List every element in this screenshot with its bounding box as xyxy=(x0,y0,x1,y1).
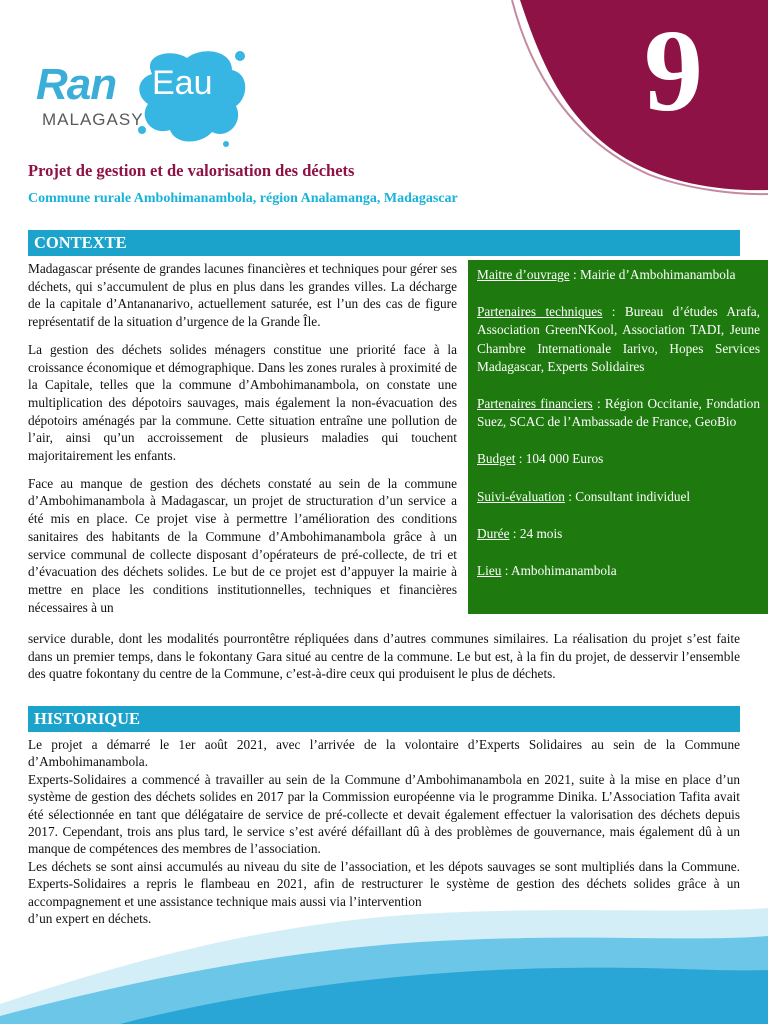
contexte-paragraph-2: La gestion des déchets solides ménagers constitue une priorité face à la croissance économique et démographique. Dans les zones rurales à proximité de la Capitale, telles que la commune d’Ambohimanambola, on constate une multiplication des dépotoirs sauvages, mais également la non-évacuation des dépotoirs aménagés par la commune. Cette situation entraîne une pollution de l’air, ainsi qu’un accroissement de plusieurs maladies qui touchent majoritairement les enfants. xyxy=(28,341,457,464)
info-maitre-label: Maitre d’ouvrage xyxy=(477,267,570,282)
info-suivi-value: : Consultant individuel xyxy=(564,488,691,504)
info-maitre xyxy=(477,266,760,284)
info-tech-label: Partenaires techniques xyxy=(477,304,603,320)
info-fin-partners xyxy=(477,395,760,431)
page-title: Projet de gestion et de valorisation des déchets xyxy=(28,161,355,180)
info-budget-label: Budget xyxy=(477,451,516,467)
page-subtitle: Commune rurale Ambohimanambola, région Analamanga, Madagascar xyxy=(28,191,458,206)
info-budget xyxy=(477,450,760,468)
contexte-paragraph-1: Madagascar présente de grandes lacunes financières et techniques pour gérer ses déchets, qui s’accumulent de plus en plus dans les grandes villes. La décharge de la capitale d’Antananarivo, actuellement saturée, est l’un des cas de figure représentatif de la situation d’urgence de la Grande Île. xyxy=(28,261,457,330)
info-lieu-value: : Ambohimanambola xyxy=(501,563,617,579)
historique-text xyxy=(28,736,740,927)
info-duree-value: : 24 mois xyxy=(509,525,563,541)
project-info-box xyxy=(468,260,768,614)
logo-eau-text: Eau xyxy=(152,64,213,102)
info-suivi-label: Suivi-évaluation xyxy=(477,488,565,504)
info-duree xyxy=(477,525,760,543)
contexte-heading: CONTEXTE xyxy=(28,230,740,256)
contexte-paragraph-3: Face au manque de gestion des déchets constaté au sein de la commune d’Ambohimanambola à Madagascar, un projet de structuration d’un service a été mis en place. Ce projet vise à permettre l’amélioration des conditions sanitaires des habitants de la Commune d’Ambohimanambola grâce à un service communal de collecte disposant d’opérateurs de pré-collecte, de tri et d’évacuation des déchets solides. Le but de ce projet est d’appuyer la mairie à mettre en place les conditions institutionnelles, techniques et financières nécessaires à un xyxy=(28,475,457,615)
historique-paragraph-1: Le projet a démarré le 1er août 2021, avec l’arrivée de la volontaire d’Experts Solidaires au sein de la Commune d’Ambohimanambola. xyxy=(28,737,740,770)
info-maitre-value: : Mairie d’Ambohimanambola xyxy=(569,267,736,282)
info-budget-value: : 104 000 Euros xyxy=(515,451,604,467)
ranoeau-logo xyxy=(28,44,248,154)
info-fin-label: Partenaires financiers xyxy=(477,396,593,412)
logo-country-text: MALAGASY xyxy=(42,110,144,129)
info-tech-partners xyxy=(477,303,760,376)
contexte-paragraph-3-continued: service durable, dont les modalités pourrontêtre répliquées dans d’autres communes similaires. La réalisation du projet s’est faite dans un premier temps, dans le fokontany Gara situé au centre de la commune. Le but est, à la fin du projet, de desservir l’ensemble des quatre fokontany du centre de la Commune, c’est-à-dire ceux qui produisent le plus de déchets. xyxy=(28,631,740,682)
historique-paragraph-3: Les déchets se sont ainsi accumulés au niveau du site de l’association, et les dépots sauvages se sont multipliés dans la Commune. Experts-Solidaires a repris le flambeau en 2021, afin de restructurer le système de gestion des déchets solides grâce à un accompagnement et une assistance technique mais aussi via l’intervention xyxy=(28,858,740,909)
sheet-number: 9 xyxy=(644,5,703,136)
historique-paragraph-4: d’un expert en déchets. xyxy=(28,911,152,927)
info-tech-value: : Bureau d’études Arafa, Association GreenNKool, Association TADI, Jeune Chambre Internationale Iarivo, Hopes Services Madagascar, Experts Solidaires xyxy=(477,304,760,374)
info-suivi xyxy=(477,488,760,506)
historique-heading: HISTORIQUE xyxy=(28,706,740,732)
historique-paragraph-2: Experts-Solidaires a commencé à travailler au sein de la Commune d’Ambohimanambola en 2021, suite à la mise en place d’un système de gestion des déchets solides en 2017 par la Commission européenne via le programme Dinika. L’Association Tafita avait été sélectionnée en tant que délégataire de service de pré-collecte et devait également effectuer la valorisation des déchets depuis 2017. Cependant, trois ans plus tard, le service s’est avéré défaillant dû à des problèmes de gouvernance, mais également dû à un manque de compétences des membres de l’association. xyxy=(28,771,740,857)
info-fin-value: : Région Occitanie, Fondation Suez, SCAC de l’Ambassade de France, GeoBio xyxy=(477,396,760,430)
logo-ran-text: Ran xyxy=(36,60,117,109)
info-lieu-label: Lieu xyxy=(477,563,502,579)
contexte-paragraphs xyxy=(28,260,457,616)
info-duree-label: Durée xyxy=(477,525,510,541)
info-lieu xyxy=(477,562,760,580)
